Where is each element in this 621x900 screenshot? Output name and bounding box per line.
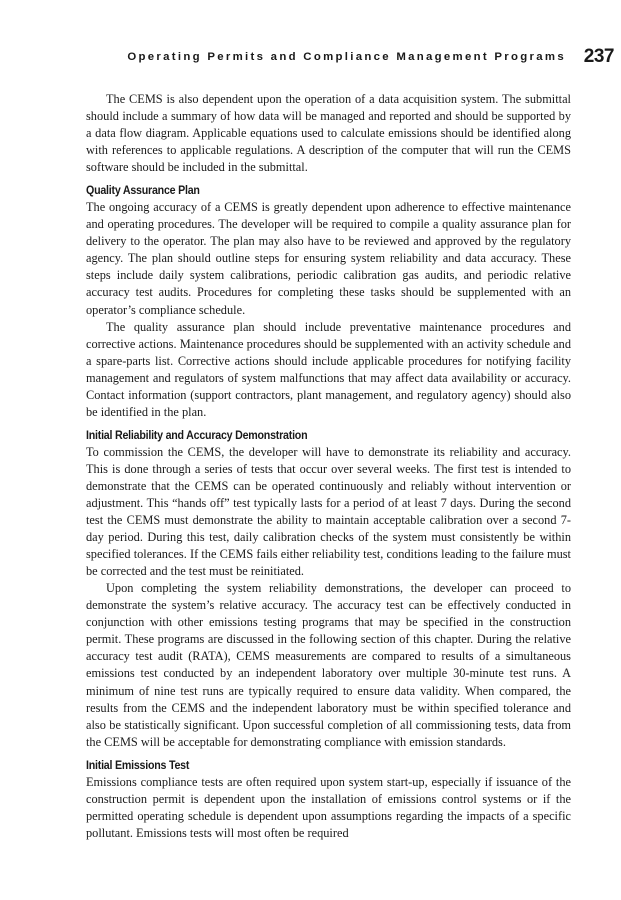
paragraph: Emissions compliance tests are often required upon system start-up, especially if issuance of the construction permit is dependent upon the installation of emissions control systems or if the permitted operating schedule is dependent upon assumptions regarding the impacts of a specific pollutant. Emissions tests will most often be required [86,774,571,840]
running-header [86,46,616,70]
section-heading-initial-reliability-and-accuracy-demonstration: Initial Reliability and Accuracy Demonstration [86,428,308,442]
intro-paragraph: The CEMS is also dependent upon the operation of a data acquisition system. The submittal should include a summary of how data will be managed and reported and should be supported by a data flow diagram. Applicable equations used to calculate emissions should be identified along with references to applicable regulations. A description of the computer that will run the CEMS software should be included in the submittal. [86,92,571,175]
body-text [86,91,571,842]
section-heading-initial-emissions-test: Initial Emissions Test [86,758,190,772]
running-title: Operating Permits and Compliance Management Programs [127,51,566,63]
paragraph: The quality assurance plan should include preventative maintenance procedures and corrective actions. Maintenance procedures should be supplemented with an activity schedule and a spare-parts list. Corrective actions should include applicable procedures for notifying facility management and regulators of system malfunctions that may affect data availability or accuracy. Contact information (support contractors, plant management, and regulatory agency) should also be identified in the plan. [86,319,571,419]
section-heading-quality-assurance-plan: Quality Assurance Plan [86,184,200,198]
paragraph: To commission the CEMS, the developer will have to demonstrate its reliability and accuracy. This is done through a series of tests that occur over several weeks. The first test is intended to demonstrate that the CEMS can be operated continuously and reliably without intervention or adjustment. This “hands off” test typically lasts for a period of at least 7 days. During the second test the CEMS must demonstrate the ability to maintain acceptable calibration over a second 7-day period. During this test, daily calibration checks of the system must consistently be within specified tolerances. If the CEMS fails either reliability test, conditions leading to the failure must be corrected and the test must be reinitiated. [86,444,571,579]
page-number: 237 [583,46,614,67]
paragraph: The ongoing accuracy of a CEMS is greatly dependent upon adherence to effective maintenance and operating procedures. The developer will be required to compile a quality assurance plan for delivery to the operator. The plan may also have to be reviewed and approved by the regulatory agency. The plan should outline steps for ensuring system reliability and data accuracy. These steps include daily system calibrations, periodic calibration gas audits, and periodic relative accuracy test audits. Procedures for completing these tasks should be supplemented with an operator’s compliance schedule. [86,200,571,317]
paragraph: Upon completing the system reliability demonstrations, the developer can proceed to demonstrate the system’s relative accuracy. The accuracy test can be effectively conducted in conjunction with other emissions testing programs that may be specified in the construction permit. These programs are discussed in the following section of this chapter. During the relative accuracy test audit (RATA), CEMS measurements are compared to results of a simultaneous emissions test conducted by an independent laboratory over multiple 30-minute test runs. A minimum of nine test runs are typically required to ensure data validity. When compared, the results from the CEMS and the independent laboratory must be within specified tolerance and also be statistically significant. Upon successful completion of all commissioning tests, data from the CEMS will be acceptable for demonstrating compliance with emission standards. [86,581,571,749]
